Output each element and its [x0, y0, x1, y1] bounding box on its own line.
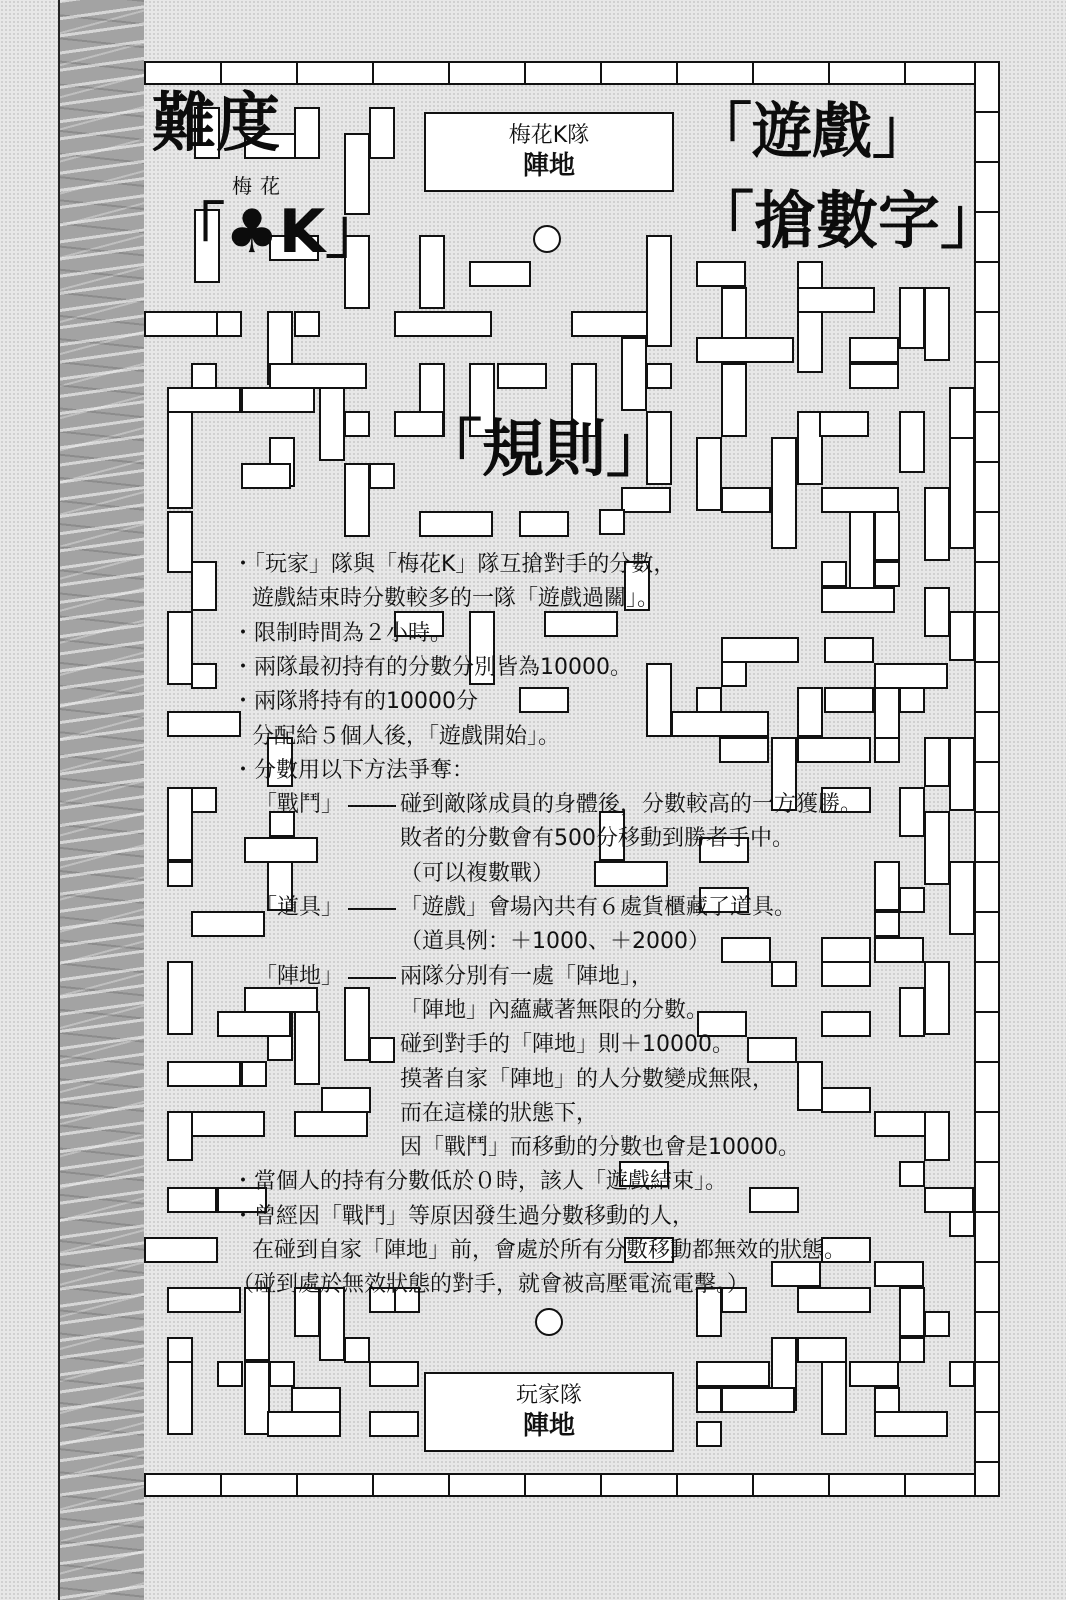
method-detail-line: 而在這樣的狀態下， [400, 1100, 599, 1126]
difficulty-value: 「♣K」 [165, 197, 386, 267]
rule-line: 遊戲結束時分數較多的一隊「遊戲過關」。 [252, 586, 660, 612]
method-label: 「戰鬥」 [255, 792, 344, 818]
game-name: 「搶數字」 [692, 184, 1003, 257]
method-detail-line: 碰到對手的「陣地」則＋10000。 [400, 1032, 734, 1058]
rule-line: 在碰到自家「陣地」前，會處於所有分數移動都無效的狀態。 [252, 1238, 847, 1263]
method-connector [348, 805, 396, 807]
method-label: 「陣地」 [255, 963, 344, 989]
rule-line: ・兩隊將持有的10000分 [232, 689, 478, 715]
player-team-name: 玩家隊 [515, 1383, 582, 1408]
rule-line: ・「玩家」隊與「梅花K」隊互搶對手的分數， [232, 552, 676, 577]
method-detail-line: 「遊戲」會場內共有６處貨櫃藏了道具。 [400, 895, 797, 920]
method-detail-line: 兩隊分別有一處「陣地」， [400, 963, 654, 989]
rule-line: ・兩隊最初持有的分數分別皆為10000。 [232, 654, 632, 680]
game-label: 「遊戲」 [692, 97, 932, 167]
rule-line: ・分數用以下方法爭奪： [232, 757, 475, 783]
rule-line: 分配給５個人後，「遊戲開始」。 [252, 723, 561, 749]
enemy-base-label: 陣地 [522, 150, 575, 181]
player-base-label: 陣地 [522, 1410, 575, 1441]
method-detail-line: 摸著自家「陣地」的人分數變成無限， [400, 1066, 775, 1092]
rules-heading: 「規則」 [420, 412, 669, 485]
rule-line: ・曾經因「戰鬥」等原因發生過分數移動的人， [232, 1203, 695, 1229]
method-detail-line: 碰到敵隊成員的身體後，分數較高的一方獲勝。 [400, 792, 863, 818]
difficulty-label: 難度 [152, 87, 280, 161]
rule-line: ・當個人的持有分數低於０時，該人「遊戲結束」。 [232, 1169, 728, 1195]
method-detail-line: （道具例：＋1000、＋2000） [400, 929, 710, 955]
method-detail-line: 敗者的分數會有500分移動到勝者手中。 [400, 826, 794, 852]
method-detail-line: 「陣地」內蘊藏著無限的分數。 [400, 997, 709, 1023]
method-detail-line: 因「戰鬥」而移動的分數也會是10000。 [400, 1135, 800, 1161]
method-connector [348, 977, 396, 979]
rule-line: （碰到處於無效狀態的對手，就會被高壓電流電擊。） [232, 1272, 750, 1298]
method-detail-line: （可以複數戰） [400, 860, 555, 886]
rule-line: ・限制時間為２小時。 [232, 620, 453, 646]
enemy-team-name: 梅花K隊 [508, 123, 590, 148]
difficulty-ruby: 梅花 [232, 174, 288, 198]
method-label: 「道具」 [255, 895, 344, 920]
method-connector [348, 908, 396, 910]
